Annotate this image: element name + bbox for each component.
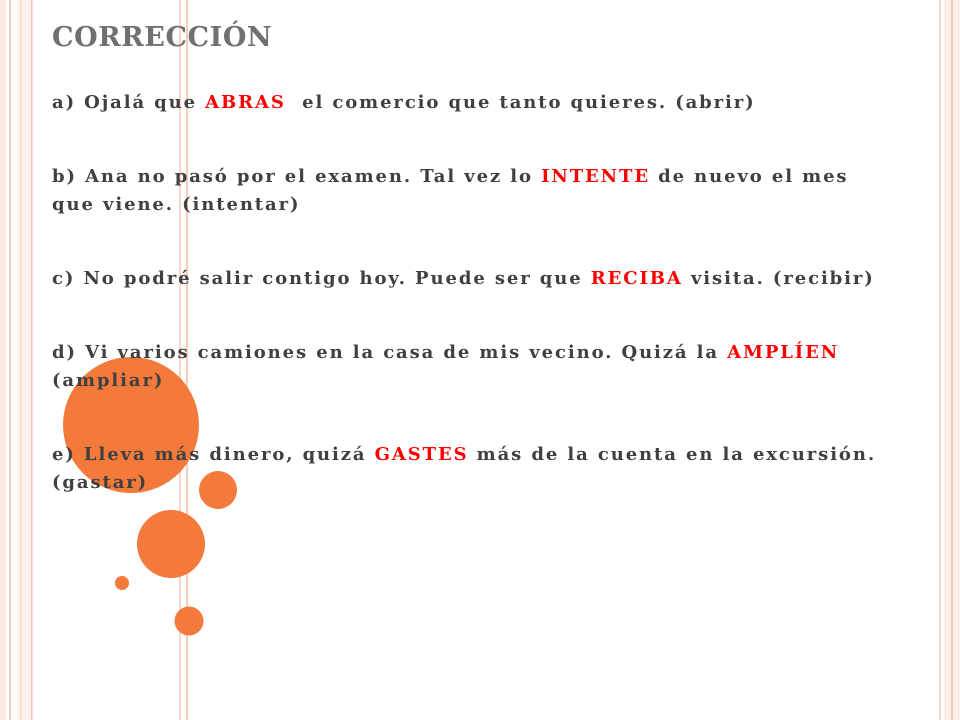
- answer-line: [52, 163, 848, 191]
- answer-line: [52, 265, 875, 293]
- decorative-circle-tiny: [115, 576, 129, 590]
- sentence-text: (gastar): [52, 472, 149, 493]
- answer-item-c: [52, 265, 942, 293]
- decorative-stripe: [17, 0, 32, 720]
- answer-word: GASTES: [374, 444, 469, 465]
- sentence-text: el comercio que tanto quieres. (abrir): [285, 92, 756, 113]
- decorative-stripe: [31, 0, 33, 720]
- sentence-text: a) Ojalá que: [52, 92, 206, 113]
- decorative-stripe: [20, 0, 22, 720]
- answer-item-b: [52, 163, 942, 219]
- answer-list: [52, 89, 942, 543]
- sentence-text: visita. (recibir): [682, 268, 875, 289]
- answer-item-d: [52, 339, 942, 395]
- decorative-stripe: [9, 0, 11, 720]
- sentence-text: (ampliar): [52, 370, 165, 391]
- sentence-text: b) Ana no pasó por el examen. Tal vez lo: [52, 166, 542, 187]
- decorative-stripe: [951, 0, 953, 720]
- sentence-text: más de la cuenta en la excursión.: [468, 444, 876, 465]
- sentence-text: c) No podré salir contigo hoy. Puede ser que: [52, 268, 591, 289]
- answer-line: [52, 441, 876, 469]
- answer-word: AMPLÍEN: [727, 342, 840, 363]
- answer-word: ABRAS: [205, 92, 286, 113]
- answer-line: [52, 89, 756, 117]
- answer-item-a: [52, 89, 942, 117]
- sentence-text: de nuevo el mes: [649, 166, 849, 187]
- answer-line: [52, 191, 300, 219]
- sentence-text: e) Lleva más dinero, quizá: [52, 444, 375, 465]
- decorative-circle-small: [175, 607, 204, 636]
- answer-word: RECIBA: [590, 268, 683, 289]
- decorative-stripe: [0, 0, 6, 720]
- answer-line: [52, 367, 164, 395]
- sentence-text: d) Vi varios camiones en la casa de mis vecino. Quizá la: [52, 342, 728, 363]
- sentence-text: que viene. (intentar): [52, 194, 301, 215]
- answer-item-e: [52, 441, 942, 497]
- slide-title: CORRECCIÓN: [52, 22, 273, 53]
- answer-line: [52, 339, 839, 367]
- answer-word: INTENTE: [541, 166, 650, 187]
- answer-line: [52, 469, 148, 497]
